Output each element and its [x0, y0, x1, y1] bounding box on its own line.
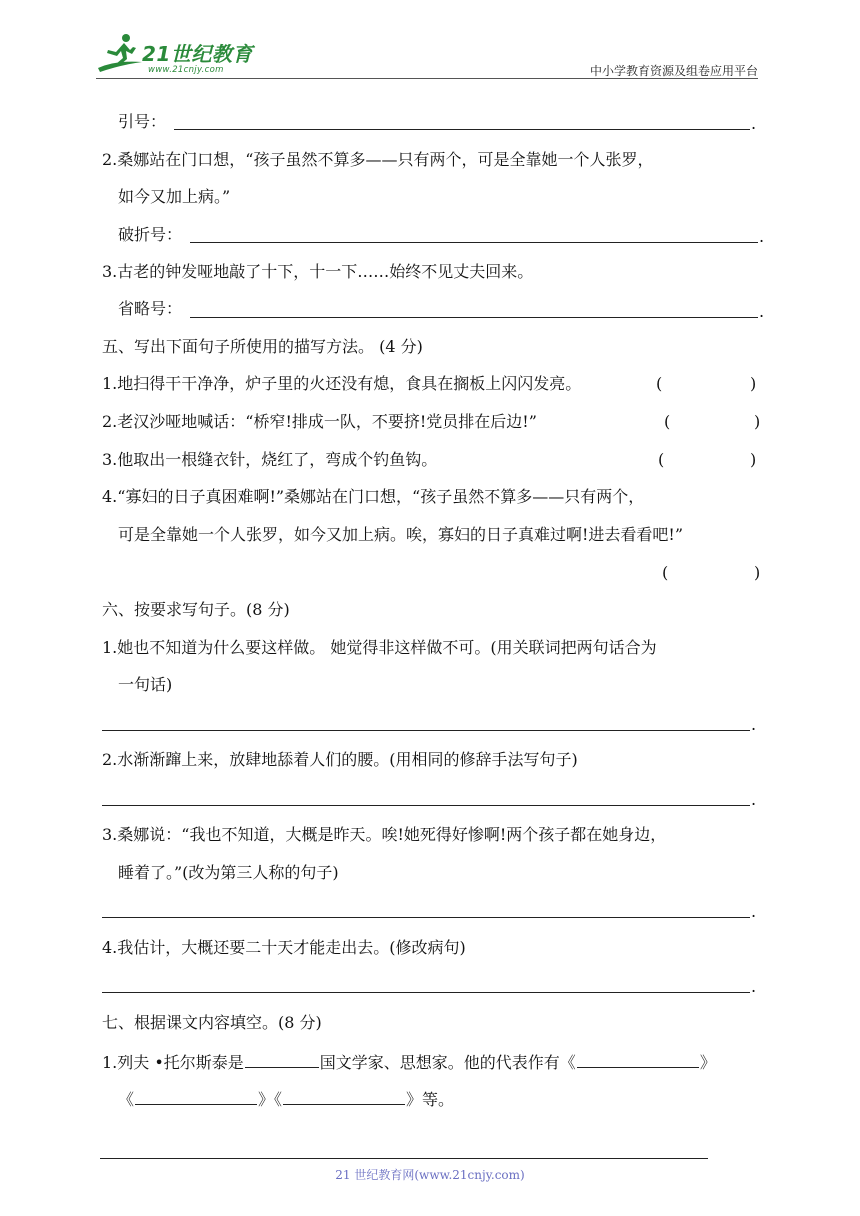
q5-item-4-paren-right: ) — [754, 563, 761, 582]
q5-item-3: 3.他取出一根缝衣针，烧红了，弯成个钓鱼钩。 — [102, 450, 438, 469]
ellipsis-label: 省略号： — [118, 299, 183, 318]
page-header — [96, 28, 758, 80]
header-divider — [96, 78, 758, 79]
q7-line-2-mid: 》《 — [258, 1090, 283, 1109]
dash-label: 破折号： — [118, 225, 183, 244]
period-mark: . — [751, 977, 757, 996]
period-mark: . — [751, 114, 757, 133]
q6-item-1-answer-line[interactable] — [102, 730, 750, 731]
q5-item-3-paren-left: ( — [658, 450, 665, 469]
section-6-heading: 六、按要求写句子。(8 分) — [102, 600, 290, 619]
q6-item-2: 2.水渐渐蹿上来，放肆地舔着人们的腰。(用相同的修辞手法写句子) — [102, 750, 578, 769]
q6-item-2-answer-line[interactable] — [102, 805, 750, 806]
q5-item-2: 2.老汉沙哑地喊话：“桥窄!排成一队，不要挤!党员排在后边!” — [102, 412, 537, 431]
q5-item-3-paren-right: ) — [750, 450, 757, 469]
q5-item-1-paren-right: ) — [750, 374, 757, 393]
q5-item-4-paren-left: ( — [662, 563, 669, 582]
q7-work-blank-2[interactable] — [135, 1088, 257, 1105]
q6-item-3-line-2: 睡着了。”(改为第三人称的句子) — [118, 863, 339, 882]
runner-logo-icon — [96, 32, 144, 74]
section-5-heading: 五、写出下面句子所使用的描写方法。 (4 分) — [102, 337, 423, 356]
q7-item-1 — [102, 1051, 716, 1073]
dash-answer-line[interactable] — [190, 242, 758, 243]
q5-item-4-line-2: 可是全靠她一个人张罗，如今又加上病。唉，寡妇的日子真难过啊!进去看看吧!” — [118, 525, 684, 544]
period-mark: . — [751, 790, 757, 809]
q6-item-4: 4.我估计，大概还要二十天才能走出去。(修改病句) — [102, 938, 466, 957]
section-7-heading: 七、根据课文内容填空。(8 分) — [102, 1013, 322, 1032]
q5-item-1: 1.地扫得干干净净，炉子里的火还没有熄，食具在搁板上闪闪发亮。 — [102, 374, 582, 393]
q6-item-3-line-1: 3.桑娜说：“我也不知道，大概是昨天。唉!她死得好惨啊!两个孩子都在她身边， — [102, 825, 667, 844]
q5-item-2-paren-left: ( — [664, 412, 671, 431]
q7-country-blank[interactable] — [245, 1051, 319, 1068]
q7-work-blank-1[interactable] — [577, 1051, 699, 1068]
ellipsis-answer-line[interactable] — [190, 317, 758, 318]
q7-line-2-open: 《 — [118, 1090, 135, 1109]
period-mark: . — [759, 302, 765, 321]
q5-item-1-paren-left: ( — [656, 374, 663, 393]
q4-item-2-cont: 如今又加上病。” — [118, 187, 231, 206]
q7-line-2-end: 》等。 — [406, 1090, 455, 1109]
footer-text: 21 世纪教育网(www.21cnjy.com) — [335, 1168, 525, 1182]
platform-title: 中小学教育资源及组卷应用平台 — [589, 64, 758, 78]
period-mark: . — [759, 227, 765, 246]
q7-item-1-text-c: 》 — [699, 1053, 716, 1072]
q6-item-3-answer-line[interactable] — [102, 917, 750, 918]
q5-item-2-paren-right: ) — [754, 412, 761, 431]
footer-divider — [100, 1158, 708, 1159]
quote-answer-line[interactable] — [174, 129, 750, 130]
q7-work-blank-3[interactable] — [283, 1088, 405, 1105]
q4-item-3: 3.古老的钟发哑地敲了十下，十一下……始终不见丈夫回来。 — [102, 262, 534, 281]
q4-item-2: 2.桑娜站在门口想，“孩子虽然不算多——只有两个，可是全靠她一个人张罗， — [102, 150, 654, 169]
q7-item-1-line-2 — [118, 1088, 454, 1110]
q5-item-4-line-1: 4.“寡妇的日子真困难啊!”桑娜站在门口想，“孩子虽然不算多——只有两个， — [102, 487, 645, 506]
logo-name: 21世纪教育 — [142, 42, 253, 66]
q7-item-1-text-a: 1.列夫 •托尔斯泰是 — [102, 1053, 244, 1072]
period-mark: . — [751, 715, 757, 734]
period-mark: . — [751, 902, 757, 921]
q6-item-1-line-1: 1.她也不知道为什么要这样做。 她觉得非这样做不可。(用关联词把两句话合为 — [102, 638, 657, 657]
q7-item-1-text-b: 国文学家、思想家。他的代表作有《 — [319, 1053, 576, 1072]
site-logo — [96, 28, 286, 78]
q6-item-4-answer-line[interactable] — [102, 992, 750, 993]
quote-label: 引号： — [118, 112, 167, 131]
q6-item-1-line-2: 一句话) — [118, 675, 173, 694]
logo-url: www.21cnjy.com — [148, 65, 224, 75]
